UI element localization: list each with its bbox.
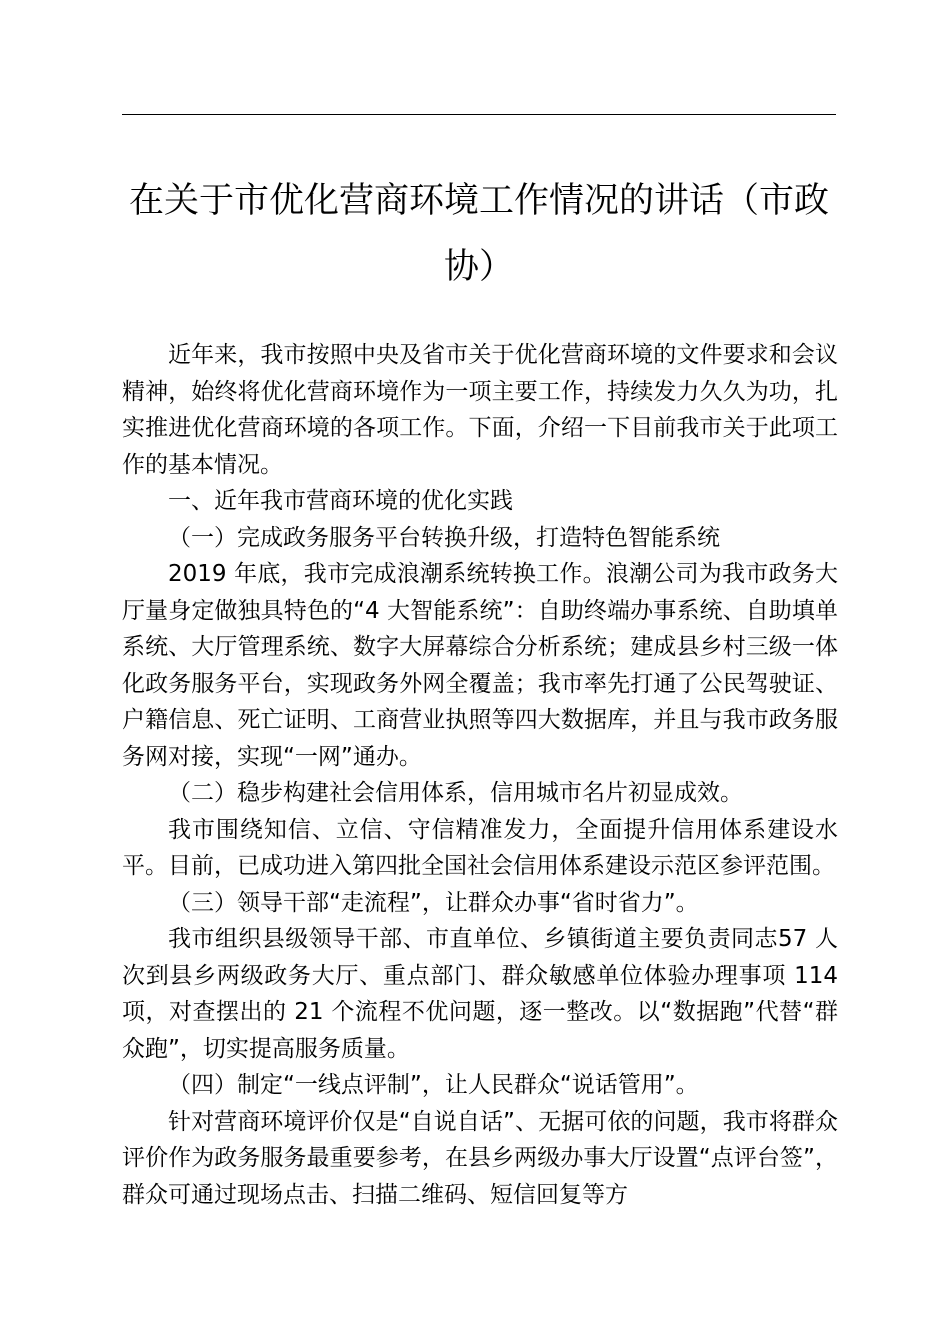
subsection-heading-4: （四）制定“一线点评制”，让人民群众“说话管用”。 — [168, 1072, 699, 1098]
document-title: 在关于市优化营商环境工作情况的讲话（市政协） — [128, 181, 829, 287]
paragraph-subsection-4: 针对营商环境评价仅是“自说自话”、无据可依的问题，我市将群众评价作为政务服务最重要参考，在县乡两级办事大厅设置“点评台签”，群众可通过现场点击、扫描二维码、短信回复等方 — [122, 1108, 838, 1208]
paragraph-intro: 近年来，我市按照中央及省市关于优化营商环境的文件要求和会议精神，始终将优化营商环境作为一项主要工作，持续发力久久为功，扎实推进优化营商环境的各项工作。下面，介绍一下目前我市关于此项工作的基本情况。 — [122, 342, 838, 478]
header-rule — [122, 114, 836, 115]
section-heading-1: 一、近年我市营商环境的优化实践 — [168, 488, 513, 514]
subsection-heading-2: （二）稳步构建社会信用体系，信用城市名片初显成效。 — [168, 780, 743, 806]
document-body — [122, 337, 838, 1213]
paragraph-subsection-2: 我市围绕知信、立信、守信精准发力，全面提升信用体系建设水平。目前，已成功进入第四批全国社会信用体系建设示范区参评范围。 — [122, 816, 838, 879]
paragraph-subsection-1: 2019 年底，我市完成浪潮系统转换工作。浪潮公司为我市政务大厅量身定做独具特色的“4 大智能系统”：自助终端办事系统、自助填单系统、大厅管理系统、数字大屏幕综合分析系统；建成县乡村三级一体化政务服务平台，实现政务外网全覆盖；我市率先打通了公民驾驶证、户籍信息、死亡证明、工商营业执照等四大数据库，并且与我市政务服务网对接，实现“一网”通办。 — [122, 561, 838, 770]
subsection-heading-3: （三）领导干部“走流程”，让群众办事“省时省力”。 — [168, 889, 699, 916]
subsection-heading-1: （一）完成政务服务平台转换升级，打造特色智能系统 — [168, 524, 720, 551]
paragraph-subsection-3: 我市组织县级领导干部、市直单位、乡镇街道主要负责同志57 人次到县乡两级政务大厅、重点部门、群众敏感单位体验办理事项 114 项，对查摆出的 21 个流程不优问题，逐一整改。以“数据跑”代替“群众跑”，切实提高服务质量。 — [122, 926, 838, 1062]
